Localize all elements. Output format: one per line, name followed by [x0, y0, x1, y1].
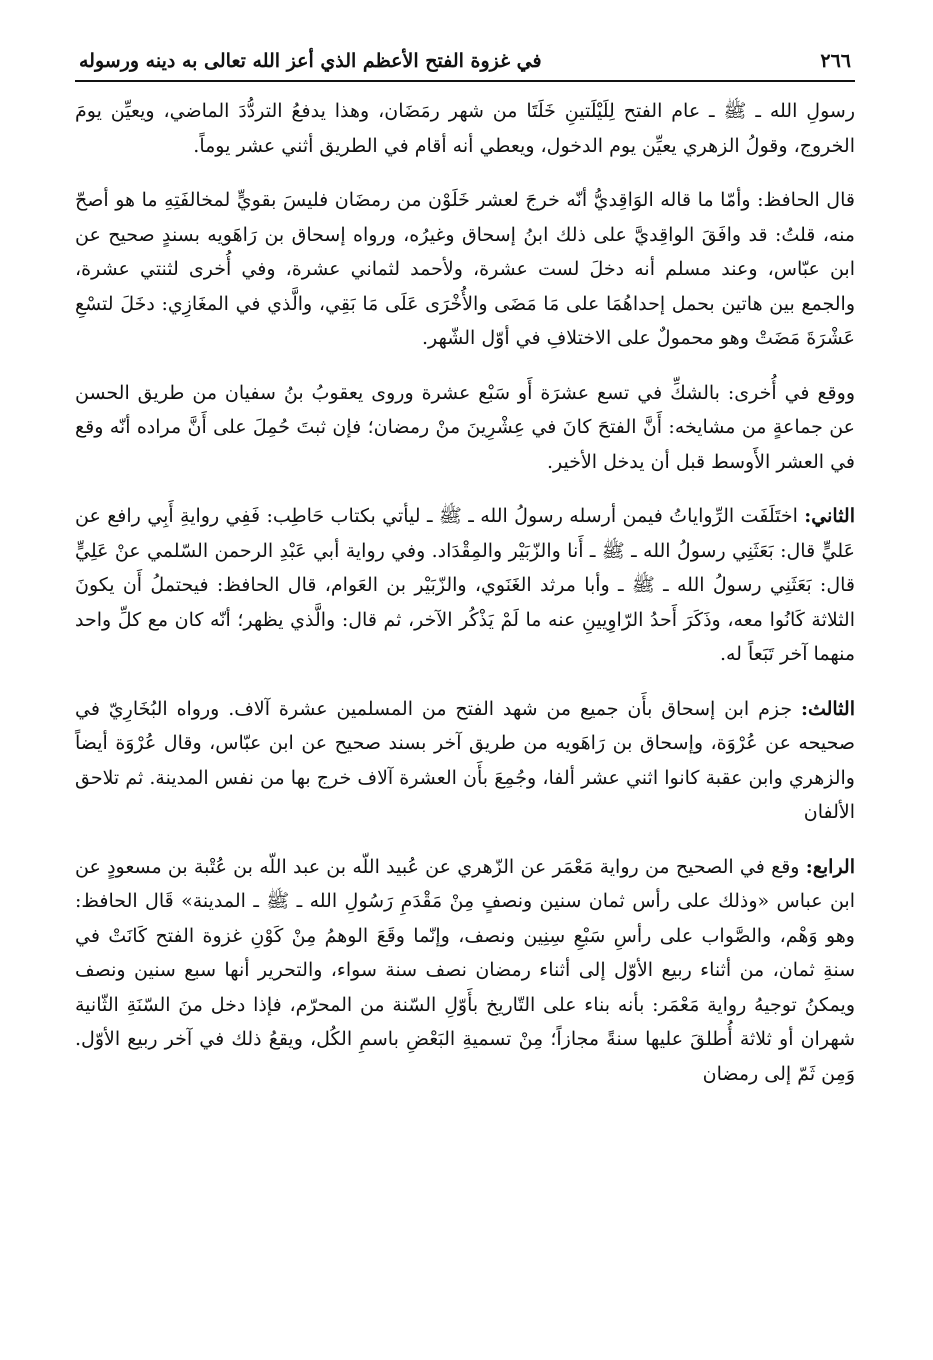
paragraph: ووقع في أُخرى: بالشكِّ في تسع عشرَة أَو سَبْع عشرة وروى يعقوبُ بنُ سفيان من طريق الحسن عن جماعةٍ من مشايخه: أَنَّ الفتحَ كانَ في عِشْرِينَ منْ رمضان؛ فإن ثبتَ حُمِلَ على أَنَّ مراده أنّه وقع في العشر الأَوسط قبل أن يدخل الأخير. — [75, 381, 855, 473]
page-number: ٢٦٦ — [820, 50, 851, 72]
paragraph: الرابع: وقع في الصحيح من رواية مَعْمَر عن الزّهري عن عُبيد اللّه بن عبد اللّه بن عُتْبة بن مسعودٍ عن ابن عباس «وذلك على رأس ثمان سنين ونصفٍ مِنْ مَقْدَمِ رَسُولِ الله ـ ﷺ ـ المدينة» قَال الحافظ: وهو وَهْم، والصَّواب على رأسِ سَبْعِ سِنِين ونصف، وإنّما وقَعَ الوهمُ مِنْ كَوْنِ غزوة الفتح كَانَتْ في سنةِ ثمان، من أثناء ربيع الأوّل إلى أثناء رمضان نصف سنة سواء، والتحرير أنها سبع سنين ونصف ويمكنُ توجيهُ رواية مَعْمَر: بأنه بناء على التّاريخ بأَوّلِ السّنة من المحرّم، فإذا دخل منَ السّنَةِ الثّانية شهران أو ثلاثة أُطلقَ عليها سنةً مجازاً؛ مِنْ تسميةِ البَعْضِ باسمِ الكُل، ويقعُ ذلك في آخر ربيع الأوّل. وَمِن ثَمّ إلى رمضان — [75, 855, 855, 1085]
section-lead: الرابع: — [805, 855, 855, 878]
running-title: في غزوة الفتح الأعظم الذي أعز الله تعالى به دينه ورسوله — [79, 50, 542, 72]
paragraph: الثاني: اختَلَفَت الرِّواياتُ فيمن أرسله رسولُ الله ـ ﷺ ـ ليأتي بكتاب حَاطِب: فَفِي روايةِ أَبِي رافع عن عَليٍّ قال: بَعَثَنِي رسولُ الله ـ ﷺ ـ أَنا والزّبَيْر والمِقْدَاد. وفي رواية أبي عَبْدِ الرحمن السّلمي عنْ عَلِيٍّ قال: بَعَثَنِي رسولُ الله ـ ﷺ ـ وأبا مرثد الغَنَوي، والزّبَيْر بن العَوام، قال الحافظ: فيحتملُ أَن يكونَ الثلاثة كَانُوا معه، وذَكَرَ أَحدُ الرّاوِيينِ عنه ما لَمْ يَذْكُر الآخر، ثم قال: والَّذي يظهر؛ أنّه كان مع كلِّ واحد منهما آخر تَبَعاً له. — [75, 505, 855, 665]
paragraph: الثالث: جزم ابن إسحاق بأَن جميع من شهد الفتح من المسلمين عشرة آلاف. ورواه البُخَارِيّ في صحيحه عن عُرْوَة، وإسحاق بن رَاهَويه من طريق آخر بسند صحيح عن ابن عبّاس، وقال عُرْوَة أيضاً والزهري وابن عقبة كانوا اثني عشر ألفا، وجُمِعَ بأَن العشرة آلاف خرج بها من نفس المدينة. ثم تلاحق الألفان — [75, 697, 855, 823]
header-rule — [75, 80, 855, 82]
paragraph: رسولِ الله ـ ﷺ ـ عام الفتح لِلَيْلَتينِ خَلَتَا من شهر رمَضَان، وهذا يدفعُ التردُّدَ الماضي، ويعيِّن يومَ الخروج، وقولُ الزهري يعيِّن يوم الدخول، ويعطي أنه أقام في الطريق أثني عشر يوماً. — [75, 100, 855, 157]
section-lead: الثالث: — [800, 697, 855, 720]
paragraph: قال الحافظ: وأمّا ما قاله الوَاقِديُّ أنّه خرجَ لعشر خَلَوْن من رمضَان فليسَ بقويٍّ لمخالفَتِهِ ما هو أصحّ منه، قلتُ: قد وافَقَ الواقِديَّ على ذلك ابنُ إسحاق وغيرُه، ورواه إسحاق بن رَاهَويه بسندٍ صحيح عن ابن عبّاس، وعند مسلم أنه دخلَ لست عشرة، ولأحمد لثماني عشرة، وفي أُخرى لثنتي عشرة، والجمع بين هاتين بحمل إحداهُمَا على مَا مَضَى والأُخْرَى عَلَى مَا بَقِي، والَّذي في المغَازِي: دخَلَ لتسْعِ عَشْرَةَ مَضَتْ وهو محمولٌ على الاختلافِ في أوّل الشّهر. — [75, 189, 855, 349]
section-lead: الثاني: — [804, 505, 855, 527]
page-header — [75, 50, 855, 80]
